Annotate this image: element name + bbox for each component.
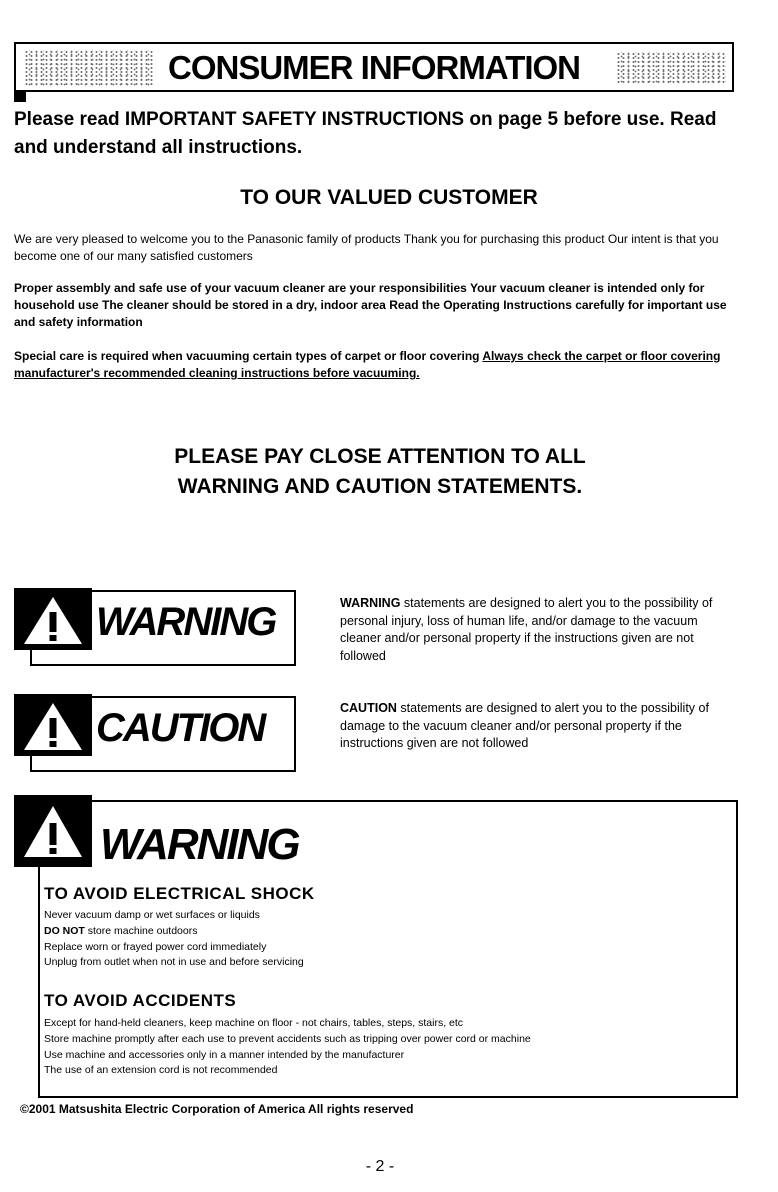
- list-item: Unplug from outlet when not in use and before servicing: [44, 956, 304, 969]
- electrical-shock-heading: TO AVOID ELECTRICAL SHOCK: [44, 884, 315, 903]
- customer-heading: TO OUR VALUED CUSTOMER: [240, 186, 538, 209]
- list-item: Store machine promptly after each use to prevent accidents such as tripping over power cord or machine: [44, 1032, 531, 1045]
- page-title: CONSUMER INFORMATION: [167, 49, 581, 86]
- list-item: Never vacuum damp or wet surfaces or liquids: [44, 909, 260, 921]
- list-item: The use of an extension cord is not recommended: [44, 1064, 278, 1077]
- carpet-care-lead: Special care is required when vacuuming certain types of carpet or floor covering: [14, 349, 483, 363]
- caution-triangle-icon: [22, 700, 84, 752]
- carpet-care-paragraph: [14, 348, 742, 382]
- attention-line-1: PLEASE PAY CLOSE ATTENTION TO ALL: [174, 445, 586, 468]
- welcome-paragraph: We are very pleased to welcome you to the Panasonic family of products Thank you for purchasing this product Our intent is that you become one of our many satisfied customers: [14, 232, 719, 263]
- banner-tab: [14, 92, 26, 102]
- attention-heading: [0, 442, 760, 502]
- carpet-care-underlined: Always check the carpet or floor covering manufacturer's recommended cleaning instructions before vacuuming.: [14, 349, 721, 380]
- warning-triangle-icon: [22, 594, 84, 646]
- list-item: Replace worn or frayed power cord immediately: [44, 940, 267, 953]
- do-not-lead: DO NOT: [44, 924, 85, 937]
- responsibility-paragraph: Proper assembly and safe use of your vacuum cleaner are your responsibilities Your vacuum cleaner is intended only for household use The cleaner should be stored in a dry, indoor area Read the Operating Instructions carefully for important use and safety information: [14, 281, 727, 329]
- list-item: Except for hand-held cleaners, keep machine on floor - not chairs, tables, steps, stairs, etc: [44, 1017, 464, 1029]
- warning-box-triangle-icon: [22, 803, 84, 859]
- caution-description-text: statements are designed to alert you to the possibility of damage to the vacuum cleaner and/or personal property if the instructions given are not followed: [340, 701, 709, 750]
- warning-description-lead: WARNING: [340, 596, 401, 610]
- accidents-list: [44, 1016, 724, 1079]
- warning-description: [340, 595, 740, 665]
- copyright: ©2001 Matsushita Electric Corporation of America All rights reserved: [20, 1102, 414, 1116]
- caution-label-text: CAUTION: [96, 706, 265, 750]
- attention-line-2: WARNING AND CAUTION STATEMENTS.: [177, 475, 583, 498]
- electrical-shock-list: [44, 908, 724, 971]
- do-not-rest: store machine outdoors: [84, 924, 198, 937]
- caution-description-lead: CAUTION: [340, 701, 397, 715]
- page-number: - 2 -: [365, 1158, 395, 1175]
- warning-description-text: statements are designed to alert you to the possibility of personal injury, loss of human life, and/or damage to the vacuum cleaner and/or personal property if the instructions given are not followed: [340, 596, 713, 663]
- safety-note: Please read IMPORTANT SAFETY INSTRUCTIONS on page 5 before use. Read and understand all instructions.: [14, 109, 717, 158]
- warning-label-text: WARNING: [96, 600, 276, 644]
- list-item: Use machine and accessories only in a manner intended by the manufacturer: [44, 1048, 405, 1061]
- list-item: [44, 924, 724, 940]
- warning-box-title: WARNING: [100, 820, 299, 869]
- header-banner: [14, 42, 734, 92]
- accidents-heading: TO AVOID ACCIDENTS: [44, 991, 237, 1010]
- caution-description: [340, 700, 740, 753]
